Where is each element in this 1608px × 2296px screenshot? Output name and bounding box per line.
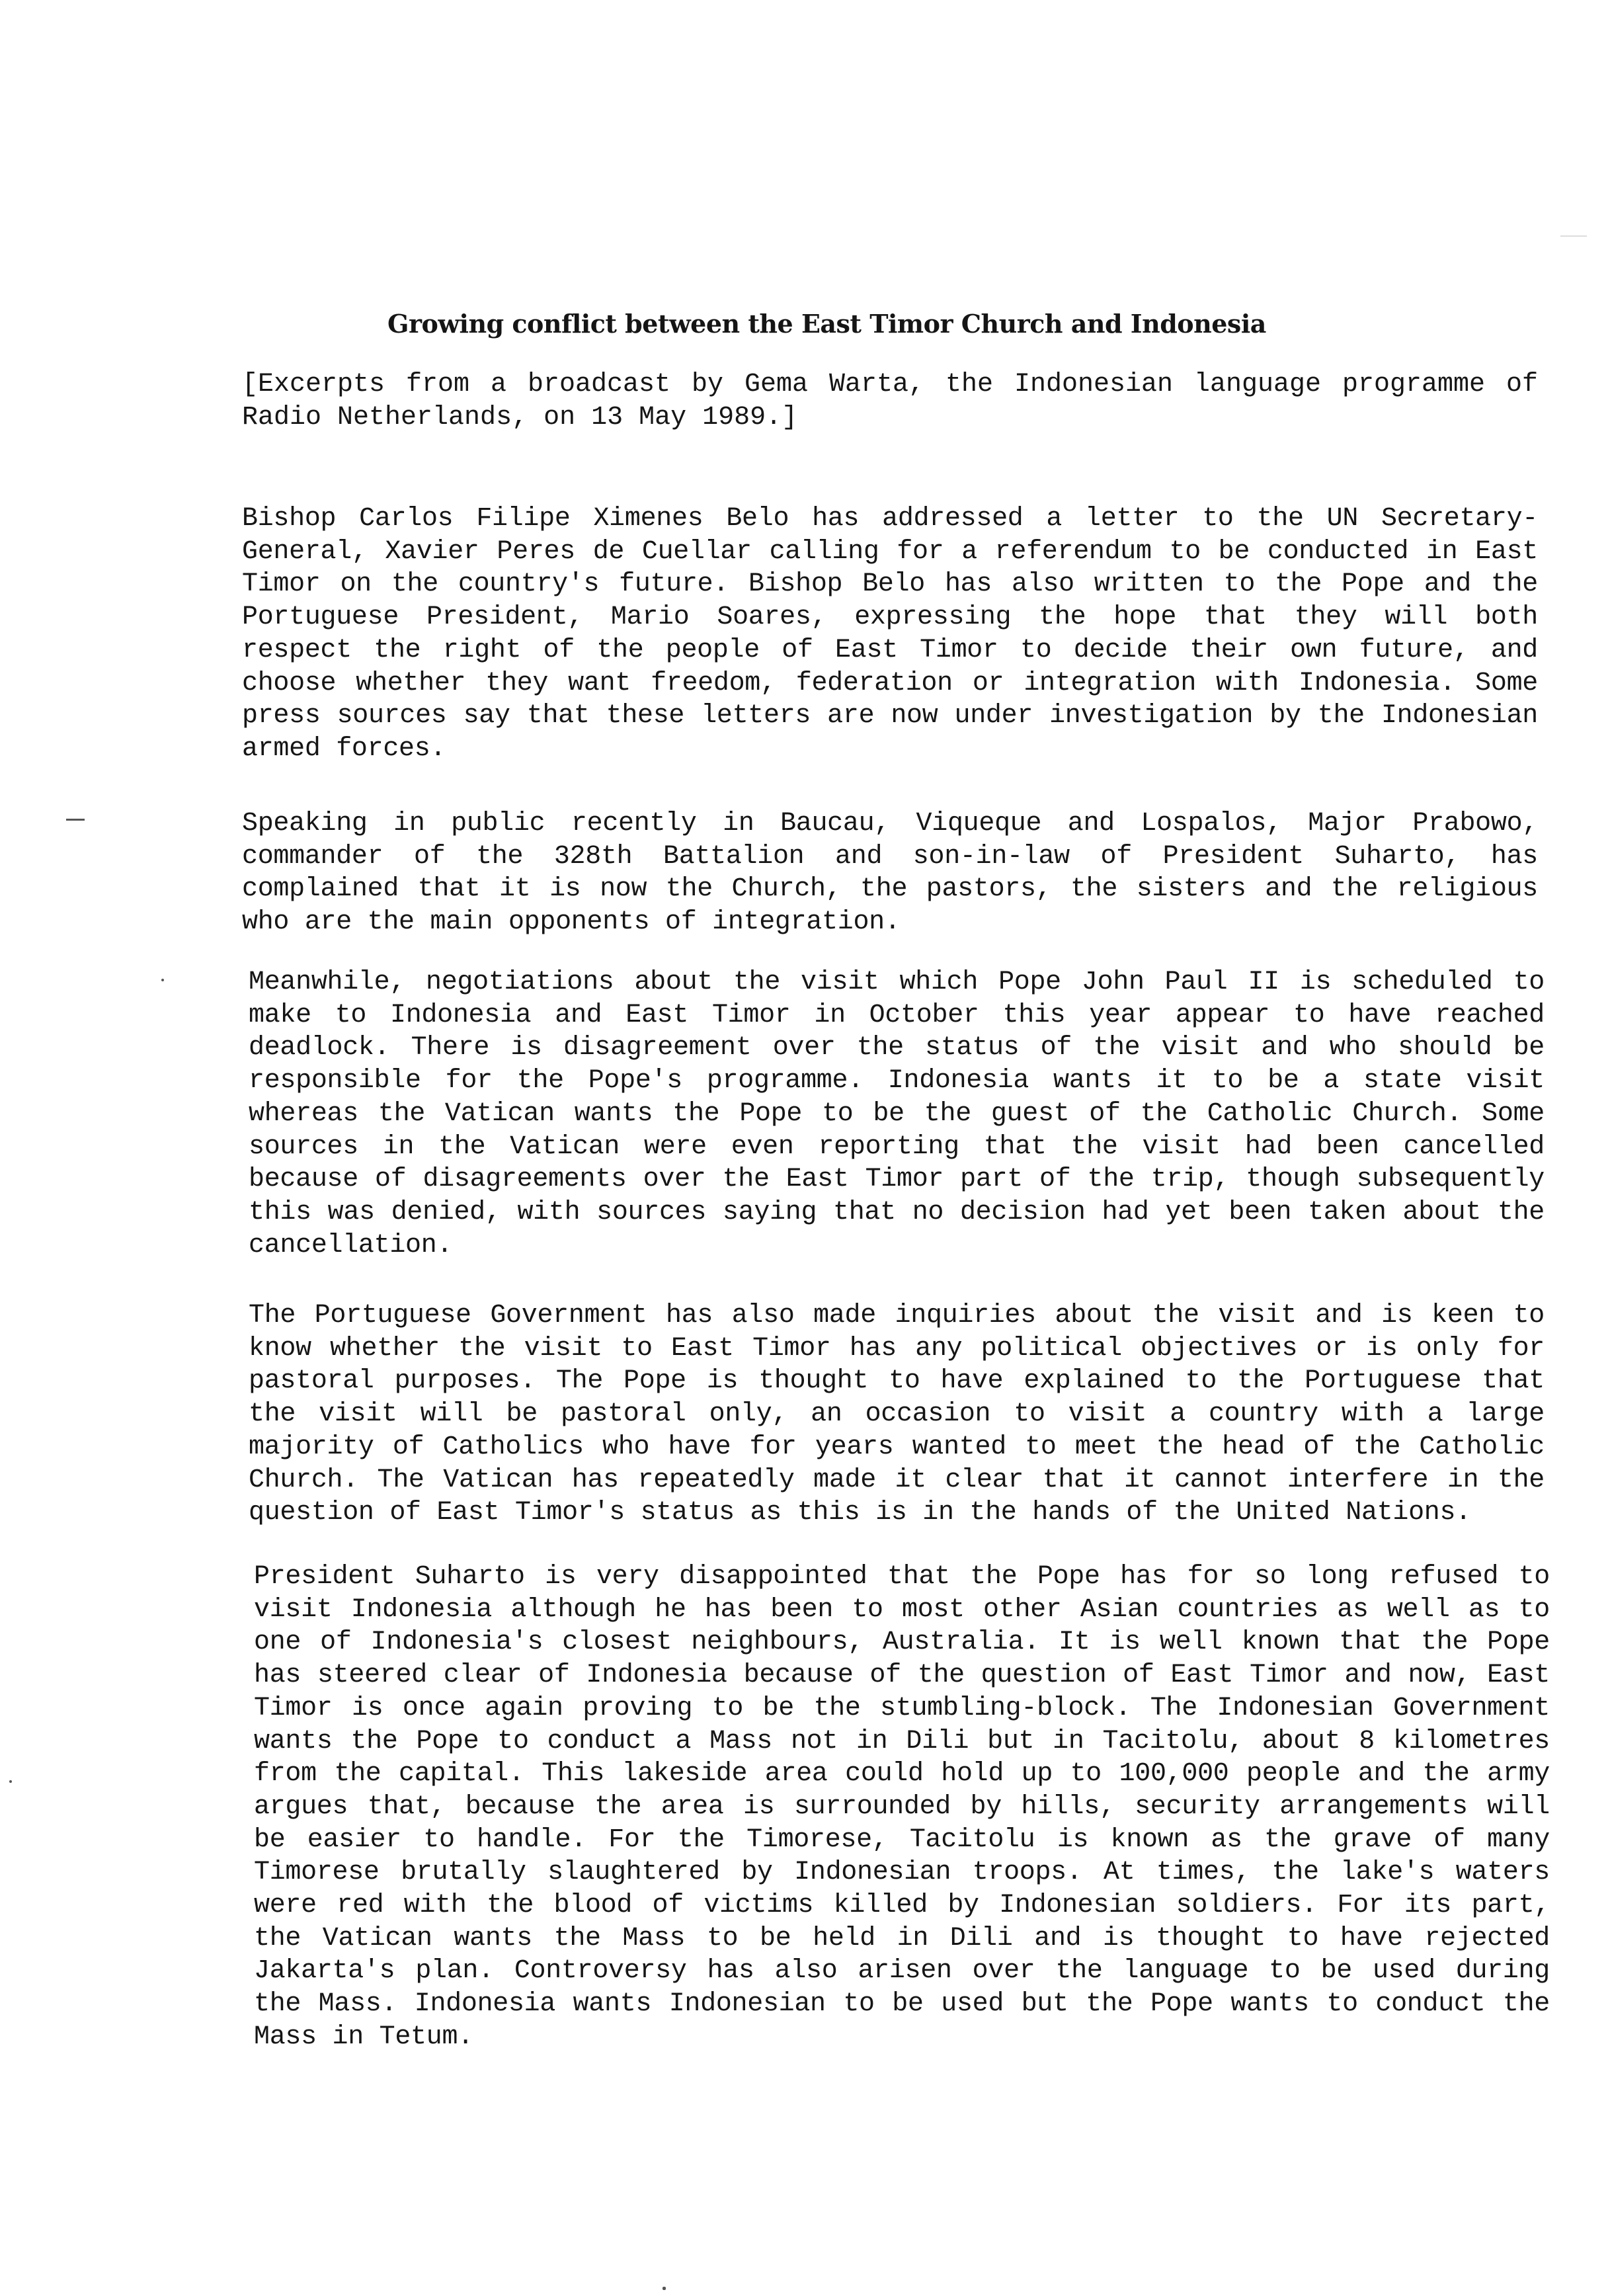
paragraph-portuguese-government: The Portuguese Government has also made inquiries about the visit and is keen to know whether the visit to East Timor has any political objectives or is only for pastoral purposes. The Pope is thought to have explained to the Portuguese that the visit will be pastoral only, an occasion to visit a country with a large majority of Catholics who have for years wanted to meet the head of the Catholic Church. The Vatican has repeatedly made it clear that it cannot interfere in the question of East Timor's status as this is in the hands of the United Nations. <box>249 1301 1545 1528</box>
scan-mark <box>66 819 85 821</box>
paragraph-suharto: President Suharto is very disappointed that the Pope has for so long refused to visit Indonesia although he has been to most other Asian countries as well as to one of Indonesia's closest neighbours, Australia. It is well known that the Pope has steered clear of Indonesia because of the question of East Timor and now, East Timor is once again proving to be the stumbling-block. The Indonesian Government wants the Pope to conduct a Mass not in Dili but in Tacitolu, about 8 kilometres from the capital. This lakeside area could hold up to 100,000 people and the army argues that, because the area is surrounded by hills, security arrangements will be easier to handle. For the Timorese, Tacitolu is known as the grave of many Timorese brutally slaughtered by Indonesian troops. At times, the lake's waters were red with the blood of victims killed by Indonesian soldiers. For its part, the Vatican wants the Mass to be held in Dili and is thought to have rejected Jakarta's plan. Controversy has also arisen over the language to be used during the Mass. Indonesia wants Indonesian to be used but the Pope wants to conduct the Mass in Tetum. <box>254 1562 1550 2052</box>
intro-note: [Excerpts from a broadcast by Gema Warta, the Indonesian language programme of Radio Netherlands, on 13 May 1989.] <box>242 370 1538 432</box>
scan-mark <box>9 1780 12 1783</box>
document-title: Growing conflict between the East Timor Church and Indonesia <box>387 309 1266 339</box>
scan-mark <box>161 979 164 981</box>
paragraph-negotiations: Meanwhile, negotiations about the visit which Pope John Paul II is scheduled to make to Indonesia and East Timor in October this year appear to have reached deadlock. There is disagreement over the status of the visit and who should be responsible for the Pope's programme. Indonesia wants it to be a state visit whereas the Vatican wants the Pope to be the guest of the Catholic Church. Some sources in the Vatican were even reporting that the visit had been cancelled because of disagreements over the East Timor part of the trip, though subsequently this was denied, with sources saying that no decision had yet been taken about the cancellation. <box>249 967 1545 1260</box>
scan-mark <box>663 2287 666 2290</box>
paragraph-belo-letter: Bishop Carlos Filipe Ximenes Belo has addressed a letter to the UN Secretary-General, Xavier Peres de Cuellar calling for a referendum to be conducted in East Timor on the country's future. Bishop Belo has also written to the Pope and the Portuguese President, Mario Soares, expressing the hope that they will both respect the right of the people of East Timor to decide their own future, and choose whether they want freedom, federation or integration with Indonesia. Some press sources say that these letters are now under investigation by the Indonesian armed forces. <box>242 504 1538 764</box>
paragraph-prabowo: Speaking in public recently in Baucau, Viqueque and Lospalos, Major Prabowo, commander of the 328th Battalion and son-in-law of President Suharto, has complained that it is now the Church, the pastors, the sisters and the religious who are the main opponents of integration. <box>242 809 1538 938</box>
scan-mark <box>1560 235 1587 237</box>
